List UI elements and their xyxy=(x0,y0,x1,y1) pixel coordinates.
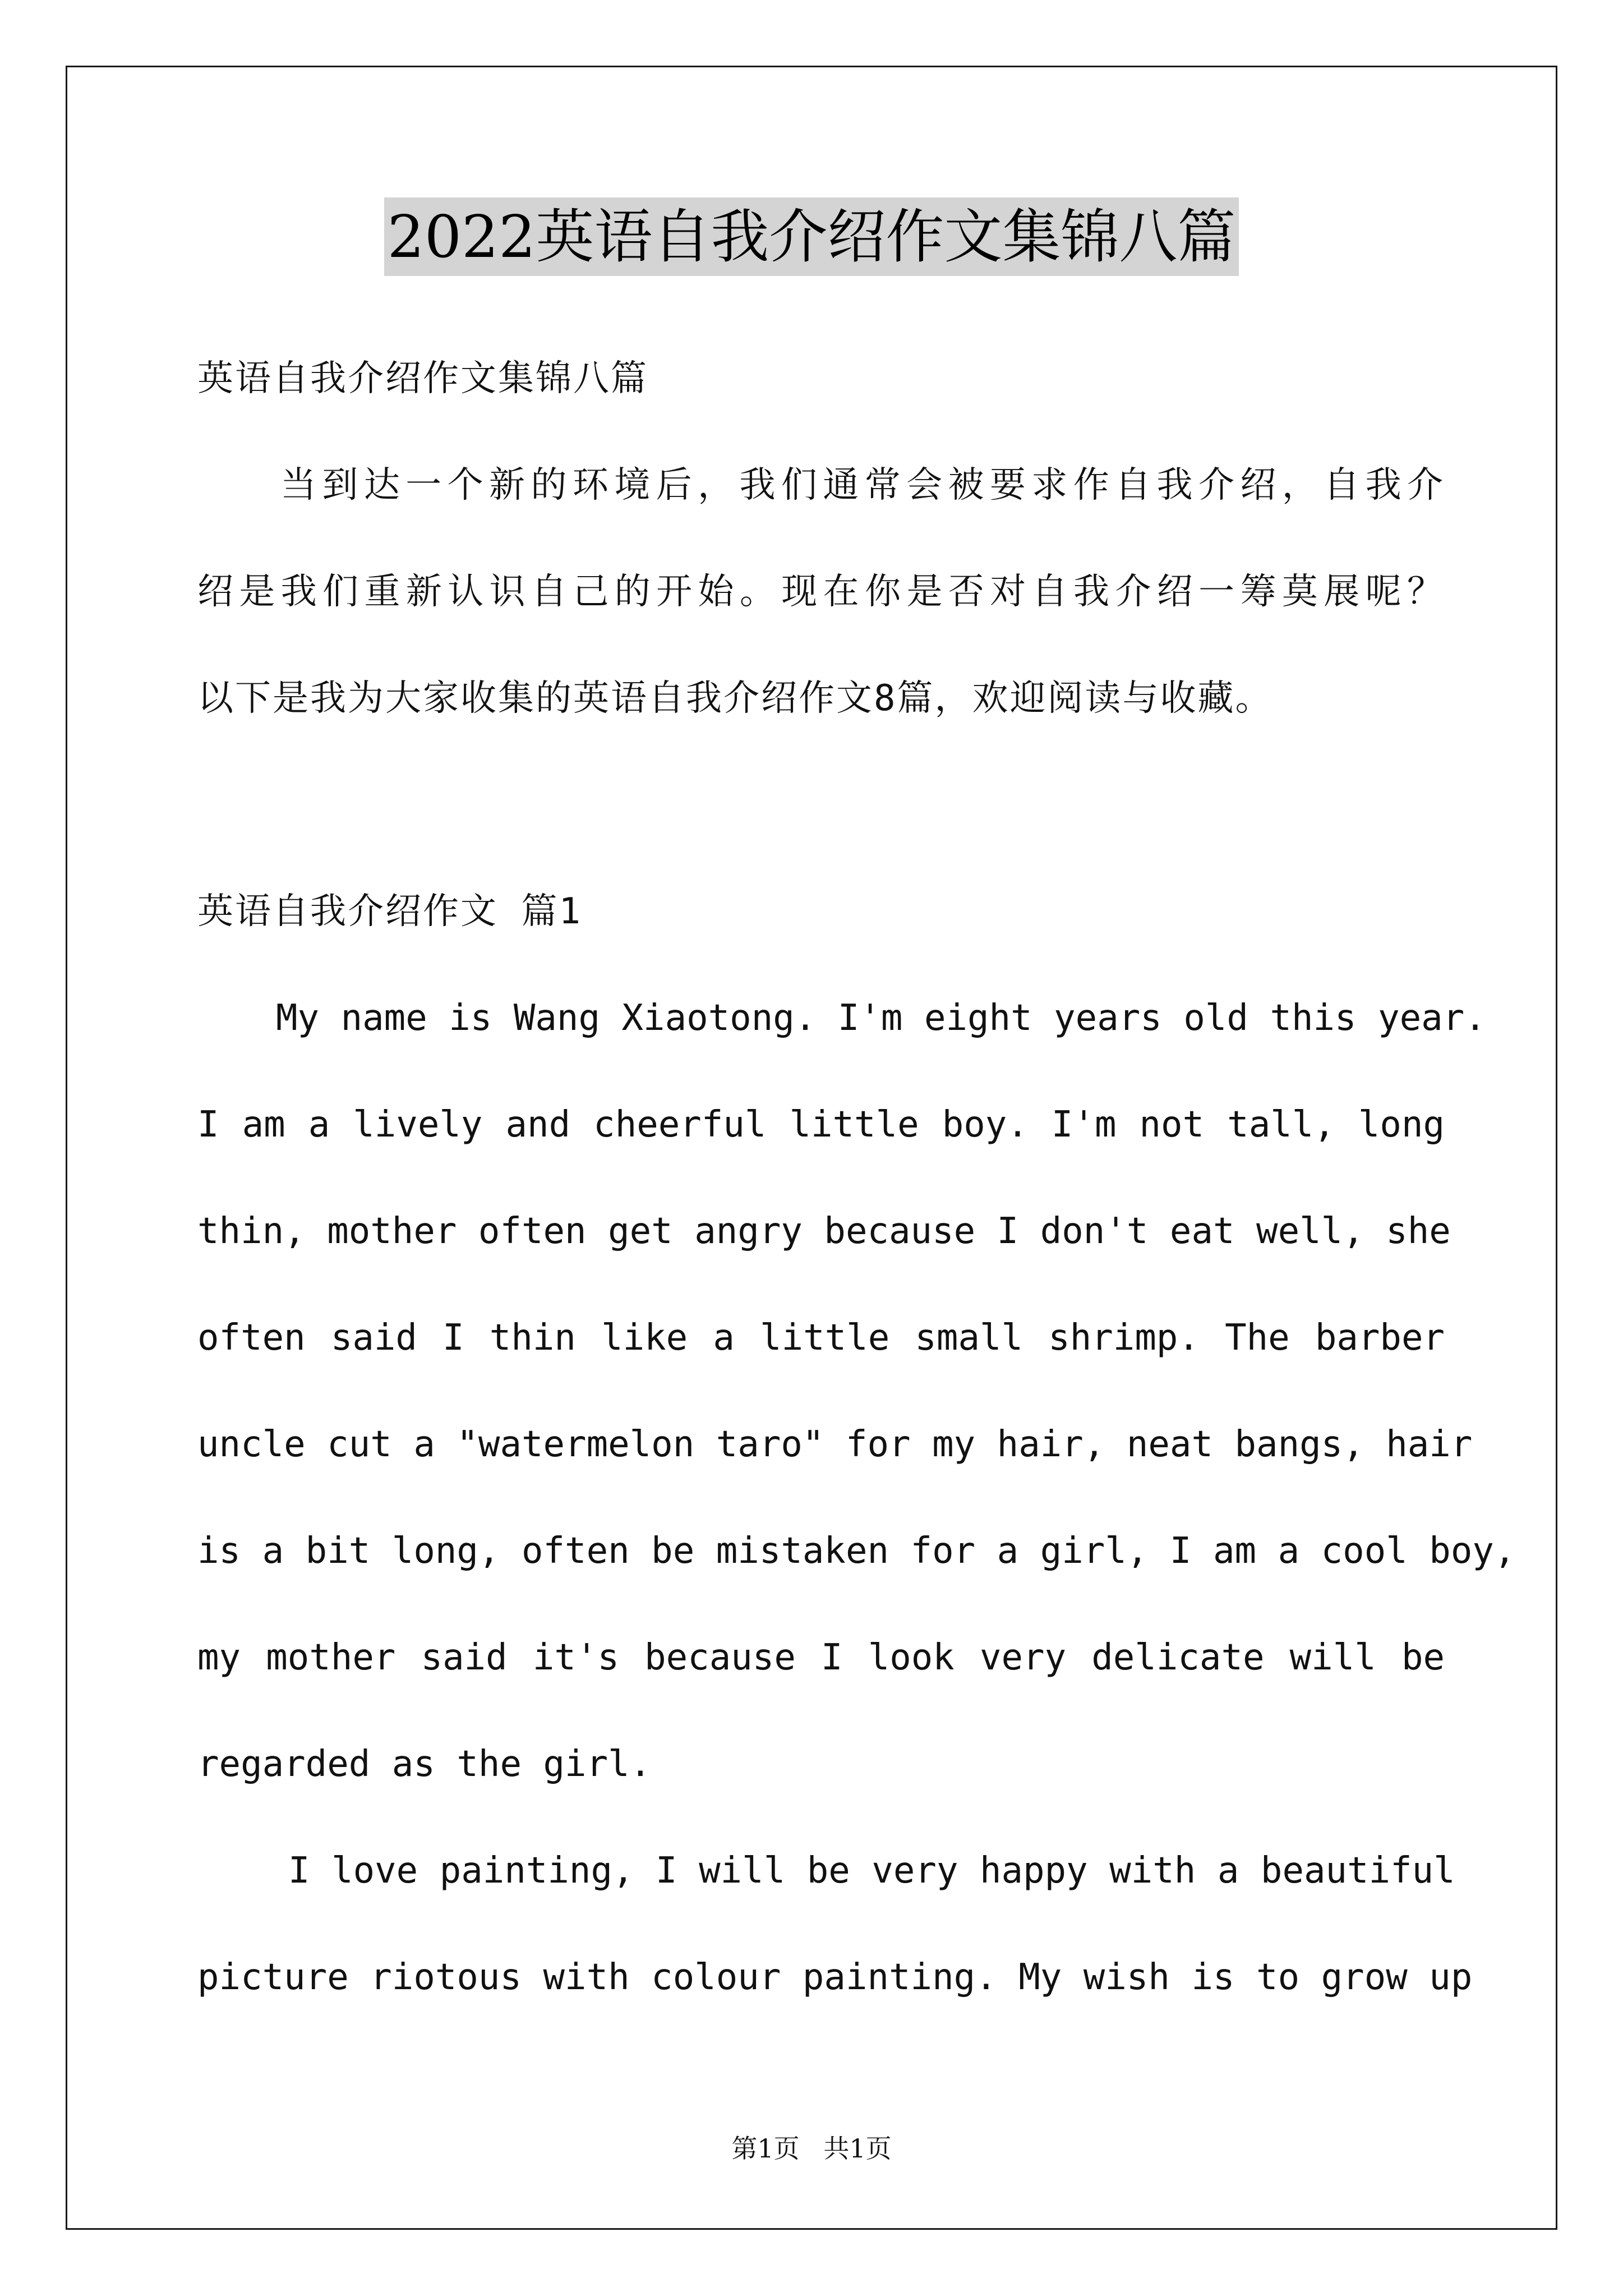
section-heading: 英语自我介绍作文 篇1 xyxy=(197,891,583,932)
document-subtitle: 英语自我介绍作文集锦八篇 xyxy=(197,358,648,399)
para1-line-7: my mother said it's because I look very delicate will be xyxy=(197,1637,1445,1678)
document-title: 2022英语自我介绍作文集锦八篇 xyxy=(384,197,1239,276)
intro-line-3: 以下是我为大家收集的英语自我介绍作文8篇，欢迎阅读与收藏。 xyxy=(197,678,1273,719)
page-number-total: 共1页 xyxy=(823,2133,892,2164)
para1-line-5: uncle cut a "watermelon taro" for my hair, neat bangs, hair xyxy=(197,1424,1473,1465)
page-footer xyxy=(0,2132,1623,2165)
para1-line-2: I am a lively and cheerful little boy. I'm not tall, long xyxy=(197,1104,1445,1145)
para1-line-8: regarded as the girl. xyxy=(197,1743,652,1785)
para1-line-3: thin, mother often get angry because I don't eat well, she xyxy=(197,1211,1451,1252)
intro-line-2: 绍是我们重新认识自己的开始。现在你是否对自我介绍一筹莫展呢？ xyxy=(197,571,1445,613)
para1-line-1: My name is Wang Xiaotong. I'm eight years old this year. xyxy=(276,997,1486,1039)
title-container xyxy=(0,197,1623,276)
para1-line-4: often said I thin like a little small shrimp. The barber xyxy=(197,1317,1445,1359)
para2-line-1: I love painting, I will be very happy with a beautiful xyxy=(288,1850,1455,1892)
para1-line-6: is a bit long, often be mistaken for a girl, I am a cool boy, xyxy=(197,1530,1516,1572)
para2-line-2: picture riotous with colour painting. My wish is to grow up xyxy=(197,1957,1473,1998)
page-number-current: 第1页 xyxy=(731,2133,800,2164)
intro-line-1: 当到达一个新的环境后，我们通常会被要求作自我介绍，自我介 xyxy=(280,464,1445,506)
